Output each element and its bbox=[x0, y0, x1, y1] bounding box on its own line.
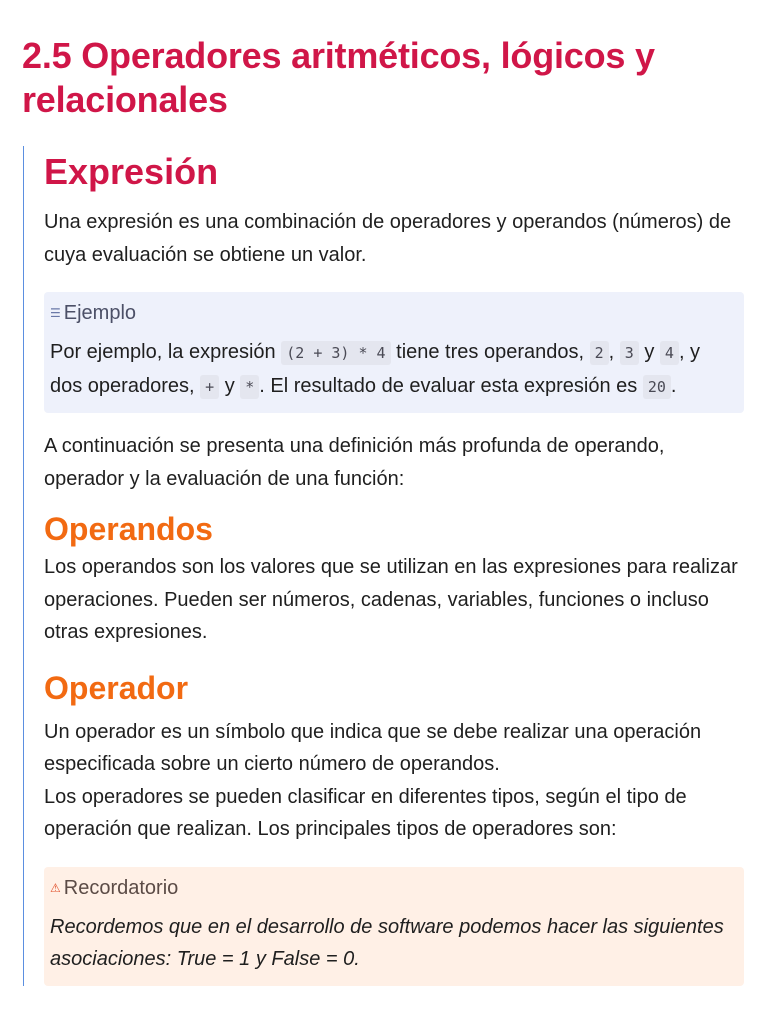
operador-text-1: Un operador es un símbolo que indica que se debe realizar una operación especificada sobre un cierto número de operandos. bbox=[44, 720, 702, 775]
page-title: 2.5 Operadores aritméticos, lógicos y relacionales bbox=[22, 35, 655, 120]
operador-text-2: Los operadores se pueden clasificar en diferentes tipos, según el tipo de operación que realizan. Los principales tipos de operadores son: bbox=[44, 785, 687, 840]
example-callout bbox=[44, 292, 744, 413]
heading-expresion: Expresión bbox=[44, 151, 219, 192]
heading-operador: Operador bbox=[44, 669, 189, 706]
operandos-text: Los operandos son los valores que se utilizan en las expresiones para realizar operaciones. Pueden ser números, cadenas, variables, funciones o incluso otras expresiones. bbox=[44, 556, 738, 643]
expresion-intro: Una expresión es una combinación de operadores y operandos (números) de cuya evaluación se obtiene un valor. bbox=[44, 211, 732, 266]
code-result: 20 bbox=[643, 375, 671, 399]
example-callout-header bbox=[50, 300, 736, 326]
example-text-part: , bbox=[608, 341, 620, 363]
example-text-part: Por ejemplo, la expresión bbox=[50, 341, 282, 363]
list-icon: ☰ bbox=[50, 306, 61, 320]
reminder-callout-label: Recordatorio bbox=[63, 876, 179, 899]
code-operator: * bbox=[240, 375, 259, 399]
example-text-part: . El resultado de evaluar esta expresión es bbox=[259, 374, 643, 397]
code-operand: 2 bbox=[590, 341, 609, 365]
example-text-part: y bbox=[638, 341, 660, 363]
code-expression: (2 + 3) * 4 bbox=[281, 341, 390, 365]
code-operator: + bbox=[200, 375, 219, 399]
example-text-part: y bbox=[219, 374, 241, 397]
warning-icon: ⚠ bbox=[50, 880, 61, 895]
example-text-part: tiene tres operandos, bbox=[390, 341, 590, 363]
example-text-part: , y dos operadores, bbox=[50, 341, 701, 397]
reminder-callout bbox=[44, 867, 744, 986]
code-operand: 4 bbox=[660, 341, 679, 365]
reminder-text: Recordemos que en el desarrollo de software podemos hacer las siguientes asociaciones: True = 1 y False = 0. bbox=[50, 915, 724, 970]
heading-operandos: Operandos bbox=[44, 511, 213, 547]
expresion-followup: A continuación se presenta una definición más profunda de operando, operador y la evaluación de una función: bbox=[44, 435, 665, 490]
section-expresion bbox=[23, 146, 744, 986]
example-text bbox=[50, 336, 736, 403]
code-operand: 3 bbox=[620, 341, 639, 365]
reminder-callout-header bbox=[50, 875, 736, 901]
example-callout-label: Ejemplo bbox=[63, 302, 137, 324]
example-text-part: . bbox=[670, 374, 677, 397]
